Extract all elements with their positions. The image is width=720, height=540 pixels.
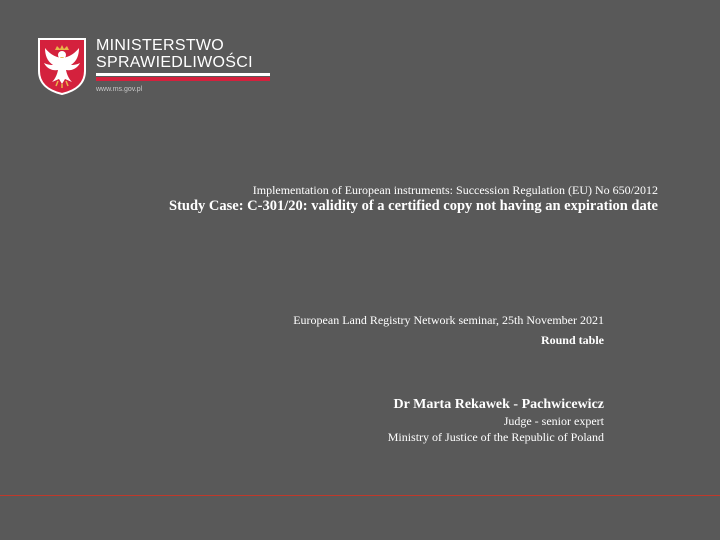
footer-divider <box>0 495 720 496</box>
author-name: Dr Marta Rekawek - Pachwicewicz <box>393 397 604 412</box>
ministry-logo <box>37 37 277 103</box>
author-role: Judge - senior expert <box>503 414 604 428</box>
emblem-svg <box>37 37 87 95</box>
event-name: European Land Registry Network seminar, 25th November 2021 <box>293 313 604 327</box>
flag-stripe-red <box>96 77 270 81</box>
flag-stripe-white <box>96 73 270 76</box>
title-block <box>169 183 658 215</box>
ministry-name-line1: MINISTERSTWO <box>96 37 225 54</box>
polish-eagle-emblem-icon <box>37 37 87 95</box>
event-block <box>293 313 604 347</box>
ministry-website: www.ms.gov.pl <box>96 86 143 93</box>
presentation-title: Study Case: C-301/20: validity of a certified copy not having an expiration date <box>169 198 658 214</box>
ministry-name-line2: SPRAWIEDLIWOŚCI <box>96 54 253 71</box>
presentation-subtitle: Implementation of European instruments: Succession Regulation (EU) No 650/2012 <box>252 183 658 197</box>
session-type: Round table <box>540 333 604 347</box>
author-organization: Ministry of Justice of the Republic of Poland <box>387 430 604 444</box>
author-block <box>388 396 604 445</box>
